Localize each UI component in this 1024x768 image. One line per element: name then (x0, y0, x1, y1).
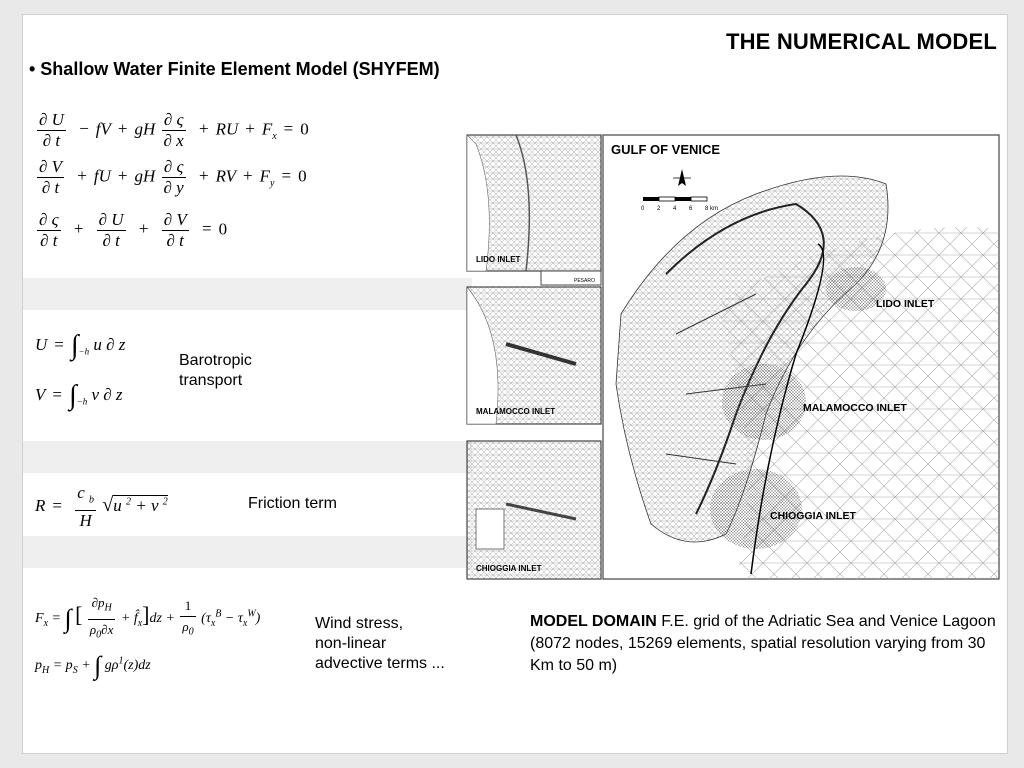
equations-momentum (35, 110, 309, 251)
inset-chioggia (467, 441, 601, 579)
equation-pressure: $p_H = p_S$ + ∫ $g\rho^1(z)dz$ (35, 651, 151, 680)
equation-transport-u: $U = \int_{-h}$ u ∂ z (35, 330, 126, 361)
main-map (603, 135, 999, 579)
map-label-malamocco: MALAMOCCO INLET (803, 402, 907, 414)
equation-friction: R = $\frac{c _b}{H}$ √u $^2$ + v $^2$ (35, 483, 168, 531)
inset-malamocco-label: MALAMOCCO INLET (476, 407, 556, 416)
divider-band (23, 278, 472, 310)
scale-tick: 6 (689, 206, 693, 212)
inset-lido (467, 135, 601, 271)
scale-tick: 8 km (705, 206, 719, 212)
equation-momentum-x: $\frac{\partial U}{\partial t}$ − fV + gH $\frac{\partial \varsigma}{\partial x}$ + RU + $F_x = 0$ (39, 110, 309, 150)
map-title: GULF OF VENICE (611, 142, 721, 157)
scale-tick: 2 (657, 206, 661, 212)
wind-label-line2: non-linear (315, 635, 387, 652)
friction-label: Friction term (248, 495, 337, 512)
divider-band (23, 441, 472, 473)
inset-chioggia-label: CHIOGGIA INLET (476, 564, 542, 573)
model-domain-text: F.E. grid of the Adriatic Sea and Venice Lagoon (8072 nodes, 15269 elements, spatial resolution varying from 30 Km to 50 m) (530, 613, 996, 674)
slide (22, 14, 1008, 754)
slide-title: THE NUMERICAL MODEL (725, 29, 997, 54)
inset-lido-label: LIDO INLET (476, 255, 521, 264)
equation-wind-stress: $F_x$ = ∫ [ $\frac{\partial p_H}{\rho_0\partial x}$ + $f̂_x]dz$ + $\frac{1}{\rho_0}$ $(\tau_x^B - \tau_x^W)$ (35, 595, 261, 641)
model-domain-description (530, 611, 1000, 677)
model-domain-heading: MODEL DOMAIN (530, 613, 657, 630)
equation-momentum-y: $\frac{\partial V}{\partial t}$ + fU + gH $\frac{\partial \varsigma}{\partial y}$ + RV + $F_y = 0$ (39, 157, 307, 197)
wind-stress-label (315, 614, 445, 674)
barotropic-label-line1: Barotropic (179, 352, 252, 369)
equation-transport-v: $V = \int_{-h}$ v ∂ z (35, 380, 123, 411)
model-domain-figure (466, 134, 1000, 580)
map-label-chioggia: CHIOGGIA INLET (770, 510, 856, 522)
barotropic-label-line2: transport (179, 372, 243, 389)
inset-tag: PESARO (574, 278, 595, 284)
equation-continuity: $\frac{\partial \varsigma}{\partial t}$ + $\frac{\partial U}{\partial t}$ + $\frac{\partial V}{\partial t}$ = 0 (39, 210, 228, 250)
wind-label-line1: Wind stress, (315, 615, 404, 632)
inset-malamocco (467, 287, 601, 424)
map-label-lido: LIDO INLET (876, 298, 935, 310)
equations-transport (35, 330, 125, 428)
barotropic-label (179, 351, 252, 391)
slide-subtitle: • Shallow Water Finite Element Model (SHYFEM) (29, 59, 440, 79)
divider-band (23, 536, 472, 568)
wind-label-line3: advective terms ... (315, 655, 445, 672)
scale-tick: 4 (673, 206, 677, 212)
scale-tick: 0 (641, 206, 645, 212)
